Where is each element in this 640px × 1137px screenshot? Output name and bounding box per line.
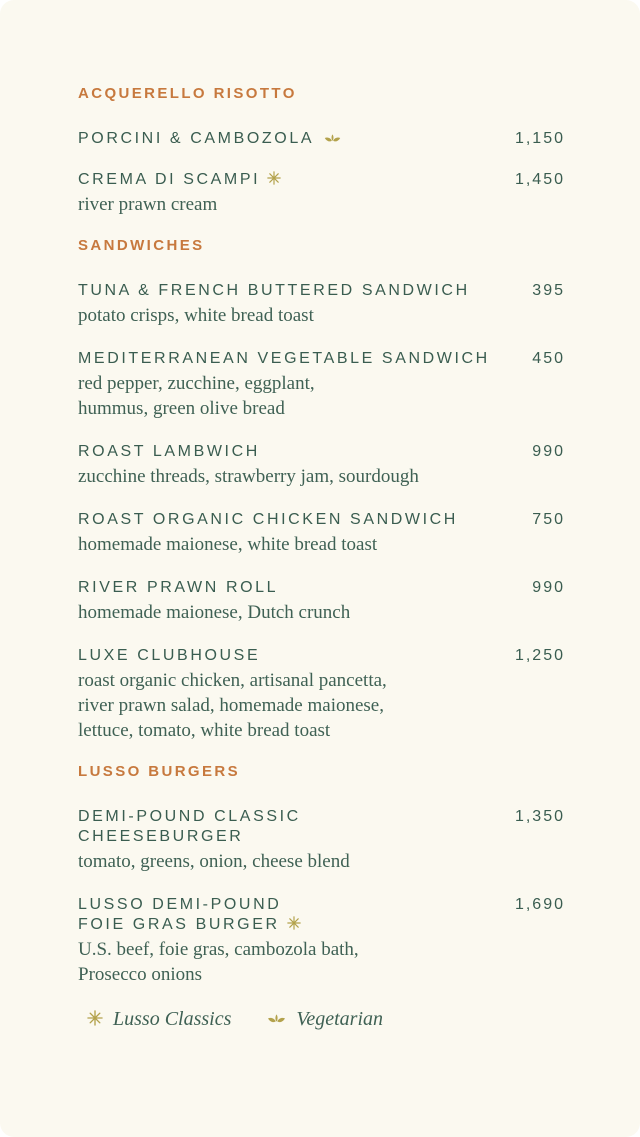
item-name: TUNA & FRENCH BUTTERED SANDWICH [78,282,470,299]
menu-section [78,86,565,217]
item-name: CHEESEBURGER [78,828,244,845]
legend [78,1008,565,1031]
vegetarian-leaf-icon [267,1011,286,1029]
item-description [78,464,565,489]
item-price: 395 [532,282,565,299]
section-title: LUSSO BURGERS [78,763,241,780]
item-name: FOIE GRAS BURGER [78,916,280,933]
legend-vegetarian-label: Vegetarian [296,1008,384,1030]
item-price: 1,350 [514,808,565,825]
item-name: CREMA DI SCAMPI [78,171,261,188]
item-name: DEMI-POUND CLASSIC [78,808,301,825]
lusso-classic-star-icon [87,1010,103,1030]
legend-lusso-classics-label: Lusso Classics [113,1008,232,1030]
menu-item [78,349,565,421]
item-description-line: homemade maionese, Dutch crunch [78,602,351,623]
item-description-line: lettuce, tomato, white bread toast [78,720,331,741]
item-name: RIVER PRAWN ROLL [78,579,279,596]
menu-section [78,764,565,987]
item-description-line: potato crisps, white bread toast [78,305,314,326]
item-description [78,192,565,217]
item-name: LUSSO DEMI-POUND [78,896,282,913]
menu-item [78,281,565,328]
menu-item [78,129,565,149]
item-description [78,668,565,743]
menu-item [78,578,565,625]
menu-item [78,510,565,557]
item-price: 1,690 [514,896,565,913]
item-description-line: roast organic chicken, artisanal pancetta, [78,670,387,691]
item-price: 1,450 [514,171,565,188]
item-name: ROAST ORGANIC CHICKEN SANDWICH [78,511,458,528]
section-title: SANDWICHES [78,237,205,254]
item-description-line: red pepper, zucchine, eggplant, [78,373,315,394]
menu-item [78,807,565,874]
lusso-classic-star-icon [267,170,281,190]
item-name: ROAST LAMBWICH [78,443,260,460]
section-title: ACQUERELLO RISOTTO [78,85,297,102]
legend-vegetarian [267,1008,383,1031]
item-description [78,303,565,328]
item-price: 990 [532,443,565,460]
item-description-line: hummus, green olive bread [78,398,285,419]
menu-sections [78,86,565,987]
item-description [78,532,565,557]
item-description [78,371,565,421]
item-price: 1,250 [514,647,565,664]
item-description-line: homemade maionese, white bread toast [78,534,378,555]
item-description-line: tomato, greens, onion, cheese blend [78,851,350,872]
item-name: MEDITERRANEAN VEGETABLE SANDWICH [78,350,490,367]
menu-item [78,646,565,743]
item-description [78,849,565,874]
item-description [78,600,565,625]
item-description-line: zucchine threads, strawberry jam, sourdough [78,466,419,487]
item-description-line: river prawn salad, homemade maionese, [78,695,384,716]
menu-section [78,238,565,743]
item-name: LUXE CLUBHOUSE [78,647,261,664]
menu-item [78,170,565,217]
item-description-line: river prawn cream [78,194,218,215]
menu-item [78,895,565,987]
legend-lusso-classics [80,1008,231,1031]
item-description-line: U.S. beef, foie gras, cambozola bath, [78,939,359,960]
item-description [78,937,565,987]
menu-item [78,442,565,489]
item-price: 750 [532,511,565,528]
lusso-classic-star-icon [287,915,301,935]
item-description-line: Prosecco onions [78,964,203,985]
item-name: PORCINI & CAMBOZOLA [78,130,315,147]
item-price: 450 [532,350,565,367]
item-price: 990 [532,579,565,596]
item-price: 1,150 [514,130,565,147]
vegetarian-leaf-icon [324,129,341,149]
